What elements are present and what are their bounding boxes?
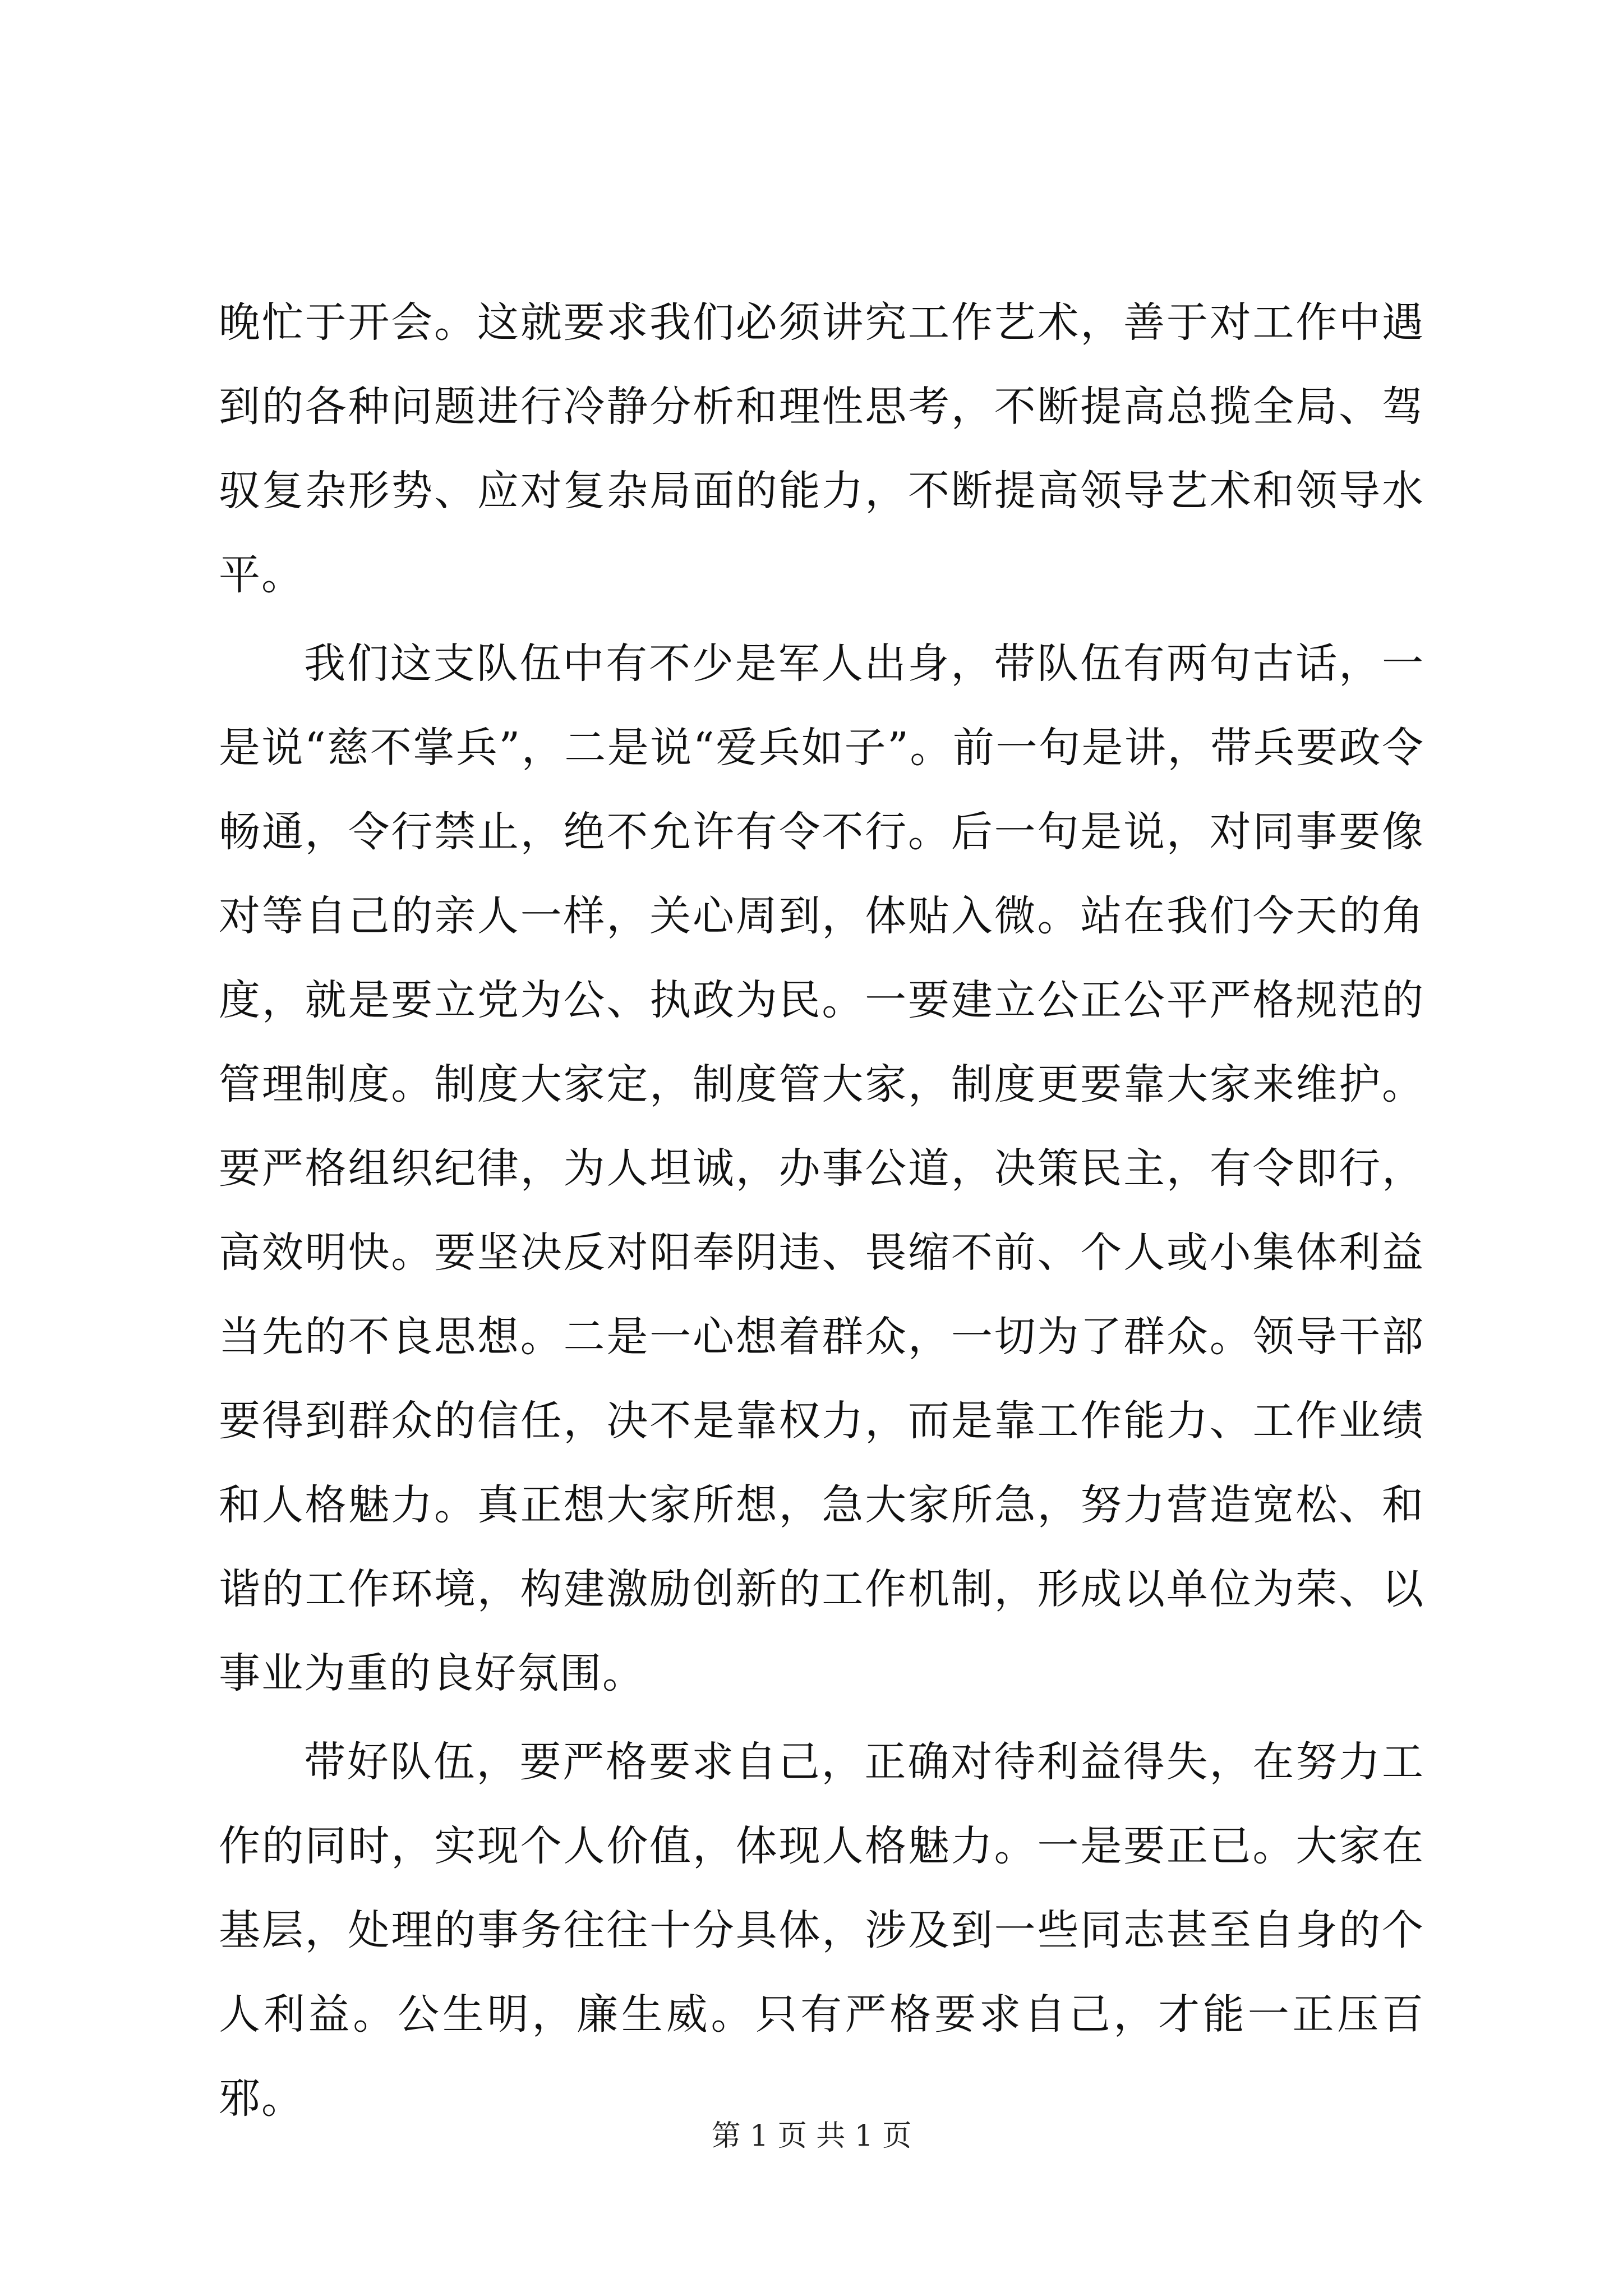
paragraph-2: 我们这支队伍中有不少是军人出身，带队伍有两句古话，一是说“慈不掌兵”，二是说“爱兵如子”。前一句是讲，带兵要政令畅通，令行禁止，绝不允许有令不行。后一句是说，对同事要像对等自己的亲人一样，关心周到，体贴入微。站在我们今天的角度，就是要立党为公、执政为民。一要建立公正公平严格规范的管理制度。制度大家定，制度管大家，制度更要靠大家来维护。要严格组织纪律，为人坦诚，办事公道，决策民主，有令即行，高效明快。要坚决反对阳奉阴违、畏缩不前、个人或小集体利益当先的不良思想。二是一心想着群众，一切为了群众。领导干部要得到群众的信任，决不是靠权力，而是靠工作能力、工作业绩和人格魅力。真正想大家所想，急大家所急，努力营造宽松、和谐的工作环境，构建激励创新的工作机制，形成以单位为荣、以事业为重的良好氛围。 bbox=[219, 639, 1424, 1697]
paragraph-3: 带好队伍，要严格要求自己，正确对待利益得失，在努力工作的同时，实现个人价值，体现人格魅力。一是要正已。大家在基层，处理的事务往往十分具体，涉及到一些同志甚至自身的个人利益。公生明，廉生威。只有严格要求自己，才能一正压百邪。 bbox=[219, 1738, 1424, 2123]
page-footer: 第 1 页 共 1 页 bbox=[711, 2119, 912, 2153]
paragraph-1: 晚忙于开会。这就要求我们必须讲究工作艺术，善于对工作中遇到的各种问题进行冷静分析和理性思考，不断提高总揽全局、驾驭复杂形势、应对复杂局面的能力，不断提高领导艺术和领导水平。 bbox=[219, 298, 1424, 599]
document-body bbox=[219, 280, 1424, 2141]
